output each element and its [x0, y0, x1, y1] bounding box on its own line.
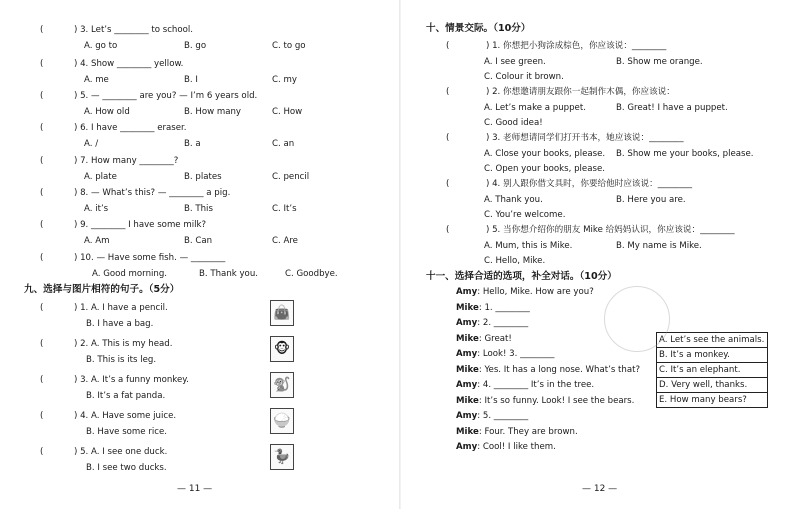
dialogue-text: : Great! — [478, 333, 512, 344]
situation-stem — [446, 86, 675, 98]
dialogue-line — [456, 286, 594, 298]
speaker-name: Mike — [456, 333, 479, 344]
monkey-face-icon — [270, 336, 294, 362]
page-number-left: — 11 — — [177, 484, 213, 494]
dialogue-line — [456, 441, 556, 453]
option-b: B. go — [184, 41, 207, 51]
dialogue-line — [456, 364, 640, 376]
answer-paren[interactable]: ( — [40, 253, 44, 263]
section11-title: 十一、选择合适的选项，补全对话。（10分） — [426, 271, 617, 282]
answer-paren[interactable]: ( — [40, 188, 44, 198]
option-c: C. pencil — [272, 172, 310, 182]
sentence-a: ) 1. A. I have a pencil. — [74, 303, 168, 313]
dialogue-text: : Hello, Mike. How are you? — [477, 287, 594, 297]
sentence-a: ) 3. A. It’s a funny monkey. — [74, 375, 189, 385]
answer-paren[interactable]: ( — [40, 156, 44, 166]
answer-paren[interactable]: ( — [40, 375, 44, 385]
option-b: B. I — [184, 75, 198, 85]
dialogue-text: : It’s so funny. Look! I see the bears. — [478, 395, 635, 406]
option-a: A. Thank you. — [484, 195, 543, 205]
dialogue-text: : Cool! I like them. — [477, 442, 556, 452]
dialogue-line — [456, 379, 594, 391]
answer-paren[interactable]: ( — [446, 41, 450, 51]
dialogue-line — [456, 410, 528, 422]
sentence-a: ) 4. A. Have some juice. — [74, 411, 177, 421]
picture-question — [40, 446, 167, 458]
picture-question — [40, 302, 168, 314]
situation-text: ) 2. 你想邀请朋友跟你一起制作木偶，你应该说： — [486, 87, 675, 97]
situation-stem — [446, 178, 692, 190]
bag-icon — [270, 300, 294, 326]
speaker-name: Mike — [456, 426, 479, 437]
question-stem — [40, 58, 183, 70]
option-c: C. Are — [272, 236, 298, 246]
dialogue-text: : 5. ________ — [477, 411, 529, 421]
option-c: C. Hello, Mike. — [484, 256, 546, 266]
answer-paren[interactable]: ( — [40, 339, 44, 349]
option-c: C. my — [272, 75, 297, 85]
speaker-name: Mike — [456, 395, 479, 406]
dialogue-text: : Four. They are brown. — [478, 426, 578, 437]
speaker-name: Amy — [456, 287, 478, 297]
dialogue-text: : 4. ________ It’s in the tree. — [477, 380, 595, 390]
option-b: B. How many — [184, 107, 242, 117]
option-a: A. Mum, this is Mike. — [484, 241, 573, 251]
answer-paren[interactable]: ( — [40, 59, 44, 69]
option-b: B. Thank you. — [199, 269, 258, 279]
answer-paren[interactable]: ( — [446, 87, 450, 97]
answer-paren[interactable]: ( — [40, 411, 44, 421]
answer-paren[interactable]: ( — [446, 133, 450, 143]
options-box — [656, 332, 768, 408]
option-a: A. How old — [84, 107, 130, 117]
monkey-icon-glyph: 🐒 — [273, 377, 291, 393]
option-a: A. Close your books, please. — [484, 149, 606, 159]
duck-icon — [270, 444, 294, 470]
option-b: B. This — [184, 204, 213, 214]
speaker-name: Mike — [456, 364, 479, 375]
watermark-stamp — [604, 286, 670, 352]
option-a: A. go to — [84, 41, 118, 51]
sentence-b: B. Have some rice. — [86, 427, 167, 437]
option-a: A. Let’s make a puppet. — [484, 103, 586, 113]
dialogue-line — [456, 317, 528, 329]
situation-stem — [446, 132, 684, 144]
answer-paren[interactable]: ( — [446, 225, 450, 235]
sentence-b: B. This is its leg. — [86, 355, 157, 365]
dialogue-text: : 2. ________ — [477, 318, 529, 328]
option-c: C. an — [272, 139, 295, 149]
question-text: ) 7. How many ________? — [74, 156, 179, 166]
option-a: A. / — [84, 139, 99, 149]
answer-paren[interactable]: ( — [40, 123, 44, 133]
question-text: ) 3. Let’s ________ to school. — [74, 25, 193, 35]
speaker-name: Mike — [456, 302, 479, 313]
option-c: C. to go — [272, 41, 306, 51]
option-c: C. Good idea! — [484, 118, 543, 128]
situation-stem — [446, 224, 735, 236]
speaker-name: Amy — [456, 349, 478, 359]
sentence-a: ) 2. A. This is my head. — [74, 339, 173, 349]
option-c: C. How — [272, 107, 303, 117]
option-b: B. plates — [184, 172, 222, 182]
situation-stem — [446, 40, 666, 52]
monkey-face-icon-glyph: 🐵 — [273, 341, 291, 357]
question-stem — [40, 155, 178, 167]
monkey-icon — [270, 372, 294, 398]
option-b: B. Great! I have a puppet. — [616, 103, 728, 113]
option-c: C. Goodbye. — [285, 269, 338, 279]
option-b: B. Show me orange. — [616, 57, 703, 67]
question-text: ) 8. — What’s this? — ________ a pig. — [74, 188, 231, 198]
speaker-name: Amy — [456, 380, 478, 390]
option-b: B. My name is Mike. — [616, 241, 702, 251]
option-c: C. It’s an elephant. — [657, 363, 767, 378]
picture-question — [40, 410, 176, 422]
question-text: ) 6. I have ________ eraser. — [74, 123, 187, 133]
option-a: A. I see green. — [484, 57, 546, 67]
rice-bowl-icon-glyph: 🍚 — [273, 413, 291, 429]
answer-paren[interactable]: ( — [40, 303, 44, 313]
option-b: B. Show me your books, please. — [616, 149, 754, 159]
dialogue-line — [456, 395, 634, 407]
option-c: C. You’re welcome. — [484, 210, 566, 220]
situation-text: ) 5. 当你想介绍你的朋友 Mike 给妈妈认识，你应该说：________ — [486, 225, 735, 235]
option-c: C. Colour it brown. — [484, 72, 564, 82]
speaker-name: Amy — [456, 442, 478, 452]
right-page — [400, 0, 800, 509]
section10-title: 十、情景交际。（10分） — [426, 23, 531, 34]
situation-text: ) 1. 你想把小狗涂成棕色，你应该说：________ — [486, 41, 667, 51]
dialogue-text: : Yes. It has a long nose. What’s that? — [478, 364, 641, 375]
option-c: C. It’s — [272, 204, 297, 214]
option-d: D. Very well, thanks. — [657, 378, 767, 393]
duck-icon-glyph: 🦆 — [273, 449, 291, 465]
option-a: A. plate — [84, 172, 117, 182]
speaker-name: Amy — [456, 411, 478, 421]
question-stem — [40, 219, 206, 231]
question-stem — [40, 90, 257, 102]
sentence-b: B. I see two ducks. — [86, 463, 167, 473]
option-c: C. Open your books, please. — [484, 164, 605, 174]
answer-paren[interactable]: ( — [40, 220, 44, 230]
speaker-name: Amy — [456, 318, 478, 328]
sentence-b: B. It’s a fat panda. — [86, 391, 166, 401]
question-stem — [40, 24, 193, 36]
option-a: A. Good morning. — [92, 269, 168, 279]
dialogue-line — [456, 302, 530, 314]
question-text: ) 5. — ________ are you? — I’m 6 years old. — [74, 91, 258, 101]
option-a: A. Let’s see the animals. — [657, 333, 767, 348]
picture-question — [40, 338, 172, 350]
answer-paren[interactable]: ( — [446, 179, 450, 189]
question-text: ) 4. Show ________ yellow. — [74, 59, 184, 69]
option-e: E. How many bears? — [659, 395, 747, 405]
option-b: B. Can — [184, 236, 213, 246]
option-a: A. it’s — [84, 204, 109, 214]
question-stem — [40, 122, 187, 134]
option-a: A. me — [84, 75, 109, 85]
page-number-right: — 12 — — [582, 484, 618, 494]
bag-icon-glyph: 👜 — [273, 305, 291, 321]
section9-title: 九、选择与图片相符的句子。（5分） — [24, 284, 180, 295]
option-a: A. Am — [84, 236, 110, 246]
dialogue-line — [456, 426, 578, 438]
question-text: ) 9. ________ I have some milk? — [74, 220, 207, 230]
question-stem — [40, 187, 230, 199]
situation-text: ) 4. 别人跟你借文具时，你要给他时应该说：________ — [486, 179, 693, 189]
answer-paren[interactable]: ( — [40, 25, 44, 35]
sentence-b: B. I have a bag. — [86, 319, 154, 329]
rice-bowl-icon — [270, 408, 294, 434]
situation-text: ) 3. 老师想请同学们打开书本，她应该说：________ — [486, 133, 684, 143]
dialogue-text: : Look! 3. ________ — [477, 349, 555, 359]
question-stem — [40, 252, 225, 264]
picture-question — [40, 374, 189, 386]
option-b: B. It’s a monkey. — [657, 348, 767, 363]
option-b: B. Here you are. — [616, 195, 686, 205]
option-b: B. a — [184, 139, 201, 149]
sentence-a: ) 5. A. I see one duck. — [74, 447, 168, 457]
dialogue-line — [456, 333, 512, 345]
dialogue-text: : 1. ________ — [478, 302, 530, 313]
dialogue-line — [456, 348, 554, 360]
answer-paren[interactable]: ( — [40, 447, 44, 457]
question-text: ) 10. — Have some fish. — ________ — [74, 253, 226, 263]
answer-paren[interactable]: ( — [40, 91, 44, 101]
